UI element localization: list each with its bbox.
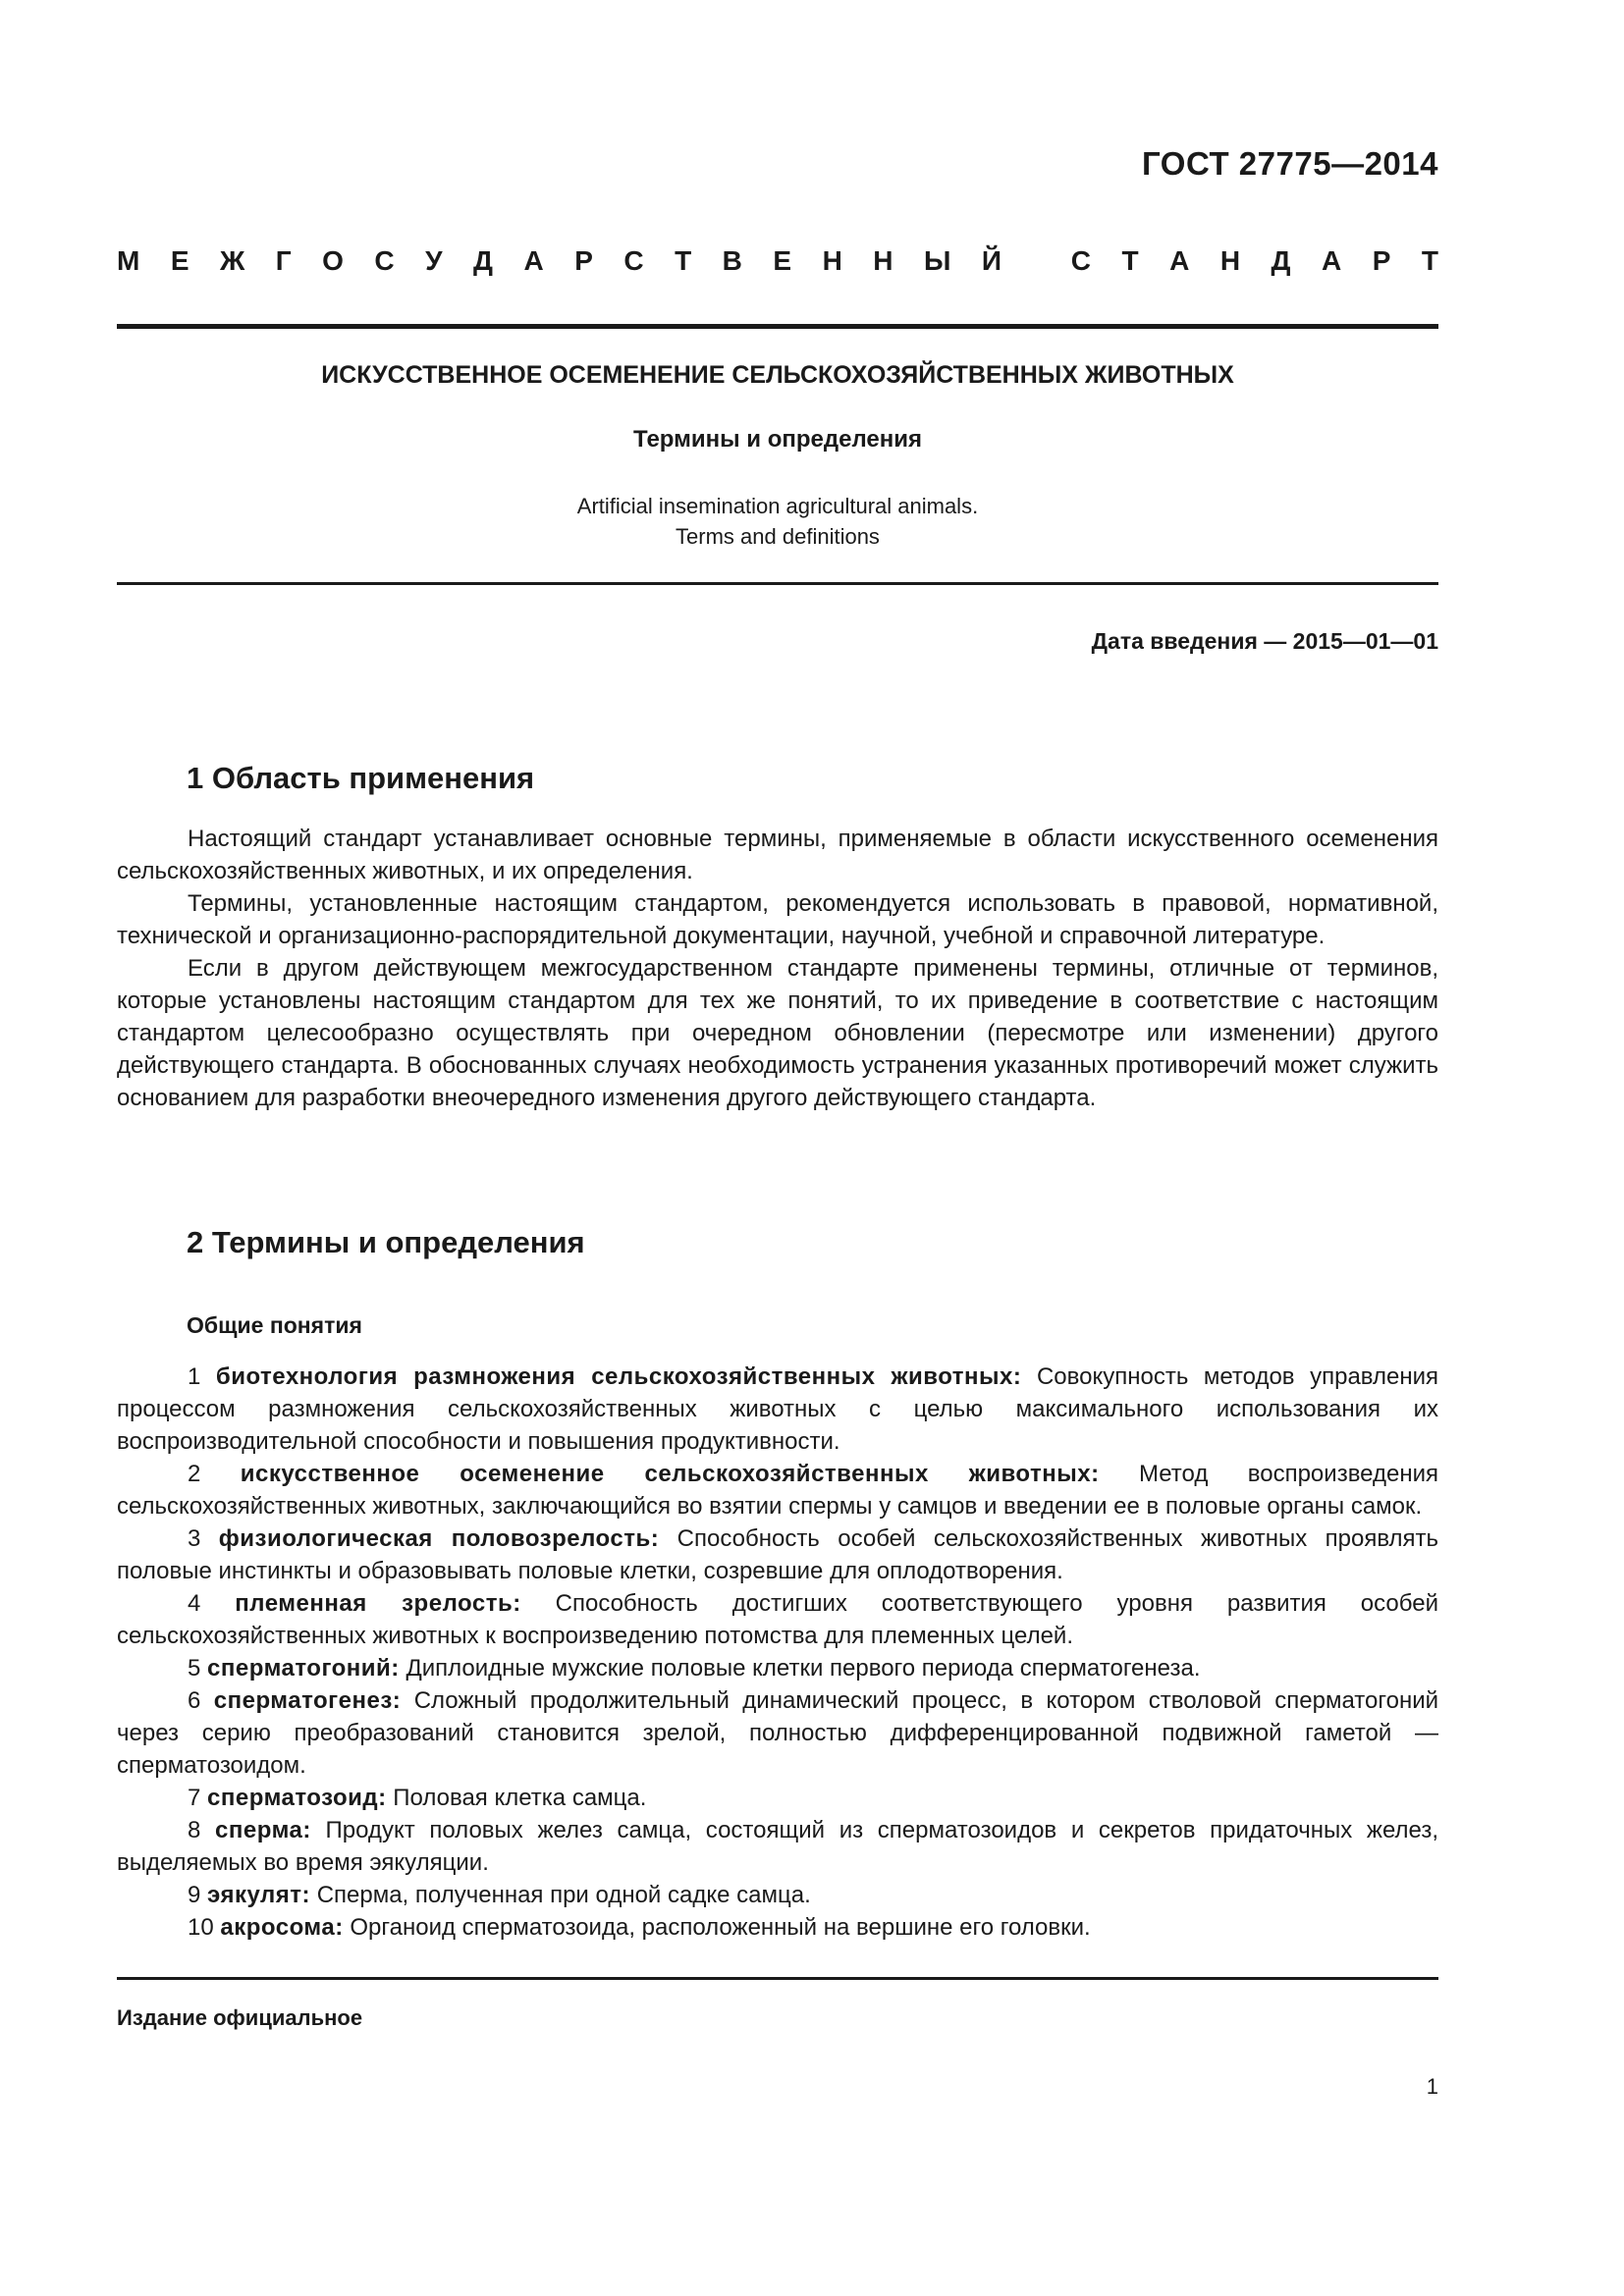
gost-code: ГОСТ 27775—2014	[1142, 145, 1438, 182]
banner-letter: Р	[574, 245, 593, 276]
banner-letter: Н	[873, 245, 893, 276]
term-definition: Диплоидные мужские половые клетки первого периода сперматогенеза.	[406, 1655, 1201, 1682]
banner-gap	[1033, 245, 1041, 277]
term-definition: Продукт половых желез самца, состоящий из сперматозоидов и секретов придаточных желез, выделяемых во время эякуляции.	[117, 1817, 1439, 1876]
term-definition: Способность особей сельскохозяйственных животных проявлять половые инстинкты и образовывать половые клетки, созревшие для оплодотворения.	[117, 1525, 1439, 1584]
banner-letter: Д	[1271, 245, 1291, 276]
paragraph: Термины, установленные настоящим стандартом, рекомендуется использовать в правовой, нормативной, технической и организационно-распорядительной документации, научной, учебной и справочной литературе.	[117, 890, 1438, 949]
banner-letter: В	[722, 245, 742, 276]
page-number: 1	[1426, 2074, 1438, 2099]
document-title: ИСКУССТВЕННОЕ ОСЕМЕНЕНИЕ СЕЛЬСКОХОЗЯЙСТВЕННЫХ ЖИВОТНЫХ	[321, 361, 1234, 389]
term-definition: Половая клетка самца.	[393, 1785, 647, 1811]
official-edition-label: Издание официальное	[117, 2005, 363, 2030]
banner-letter: У	[425, 245, 443, 276]
banner-letter: А	[523, 245, 544, 276]
term-name: искусственное осеменение сельскохозяйственных животных:	[240, 1461, 1100, 1487]
term-definition: Сперма, полученная при одной садке самца.	[316, 1882, 811, 1908]
term-entry	[117, 1879, 1438, 1911]
term-name: сперма:	[215, 1817, 311, 1843]
term-number: 2	[188, 1461, 201, 1487]
term-number: 8	[188, 1817, 201, 1843]
term-name: акросома:	[220, 1914, 344, 1941]
banner-letter: Е	[773, 245, 792, 276]
term-entry	[117, 1458, 1438, 1522]
banner-letter: А	[1169, 245, 1190, 276]
term-name: сперматогоний:	[207, 1655, 400, 1682]
section-heading: 1 Область применения	[187, 761, 535, 795]
term-number: 4	[188, 1590, 201, 1617]
banner-letter: Т	[675, 245, 692, 276]
banner-letter: Т	[1421, 245, 1438, 276]
banner-letter: Т	[1121, 245, 1139, 276]
english-title	[117, 491, 1438, 552]
term-definition: Совокупность методов управления процессом размножения сельскохозяйственных животных с целью максимального использования их воспроизводительной способности и повышения продуктивности.	[117, 1363, 1438, 1455]
term-number: 9	[188, 1882, 201, 1908]
term-definition: Сложный продолжительный динамический процесс, в котором стволовой сперматогоний через серию преобразований становится зрелой, полностью дифференцированной подвижной гаметой — сперматозоидом.	[117, 1687, 1439, 1779]
footer-divider	[117, 1977, 1438, 1980]
banner-letter: Р	[1372, 245, 1391, 276]
banner-letter: А	[1321, 245, 1342, 276]
term-entry	[117, 1587, 1438, 1652]
section-heading: 2 Термины и определения	[187, 1225, 585, 1259]
introduction-date: Дата введения — 2015—01—01	[1091, 628, 1438, 654]
subsection-heading: Общие понятия	[187, 1312, 362, 1338]
banner-letter: Ы	[924, 245, 951, 276]
term-name: биотехнология размножения сельскохозяйственных животных:	[215, 1363, 1022, 1390]
term-entry	[117, 1361, 1438, 1458]
term-entry	[117, 1684, 1438, 1782]
section-body	[117, 823, 1438, 1114]
term-number: 5	[188, 1655, 201, 1682]
term-name: сперматогенез:	[213, 1687, 402, 1714]
term-definition: Способность достигших соответствующего уровня развития особей сельскохозяйственных животных к воспроизведению потомства для племенных целей.	[117, 1590, 1438, 1649]
term-number: 6	[188, 1687, 201, 1714]
term-name: племенная зрелость:	[235, 1590, 521, 1617]
term-entry	[117, 1814, 1438, 1879]
banner-letter: Е	[170, 245, 189, 276]
paragraph: Если в другом действующем межгосударственном стандарте применены термины, отличные от терминов, которые установлены настоящим стандартом для тех же понятий, то их приведение в соответствие с настоящим стандартом целесообразно осуществлять при очередном обновлении (пересмотре или изменении) другого действующего стандарта. В обоснованных случаях необходимость устранения указанных противоречий может служить основанием для разработки внеочередного изменения другого действующего стандарта.	[117, 955, 1438, 1111]
banner-letter: Н	[1219, 245, 1241, 276]
term-entry	[117, 1782, 1438, 1814]
term-entry	[117, 1911, 1438, 1944]
term-name: физиологическая половозрелость:	[218, 1525, 660, 1552]
term-entry	[117, 1652, 1438, 1684]
banner-letter: О	[322, 245, 344, 276]
term-definition: Органоид сперматозоида, расположенный на вершине его головки.	[350, 1914, 1091, 1941]
english-title-line: Terms and definitions	[676, 524, 880, 549]
term-number: 3	[188, 1525, 201, 1552]
banner-letter: Г	[275, 245, 292, 276]
banner-letter: М	[117, 245, 140, 276]
term-number: 1	[188, 1363, 201, 1390]
term-definition: Метод воспроизведения сельскохозяйственных животных, заключающийся во взятии спермы у самцов и введении ее в половые органы самок.	[117, 1461, 1438, 1520]
term-entry	[117, 1522, 1438, 1587]
english-title-line: Artificial insemination agricultural animals.	[576, 494, 979, 518]
banner-letter: Д	[473, 245, 493, 276]
banner-letter: Н	[822, 245, 842, 276]
terms-list	[117, 1361, 1438, 1944]
term-name: сперматозоид:	[207, 1785, 387, 1811]
standard-type-banner	[117, 245, 1438, 277]
term-number: 10	[188, 1914, 214, 1941]
banner-letter: Ж	[219, 245, 245, 276]
banner-letter: С	[623, 245, 644, 276]
term-number: 7	[188, 1785, 201, 1811]
banner-letter: С	[1070, 245, 1092, 276]
document-subtitle: Термины и определения	[632, 426, 923, 453]
header-divider	[117, 324, 1438, 329]
banner-letter: Й	[981, 245, 1002, 276]
title-divider	[117, 582, 1438, 585]
paragraph: Настоящий стандарт устанавливает основные термины, применяемые в области искусственного осеменения сельскохозяйственных животных, и их определения.	[117, 826, 1438, 884]
term-name: эякулят:	[207, 1882, 311, 1908]
banner-letter: С	[374, 245, 395, 276]
